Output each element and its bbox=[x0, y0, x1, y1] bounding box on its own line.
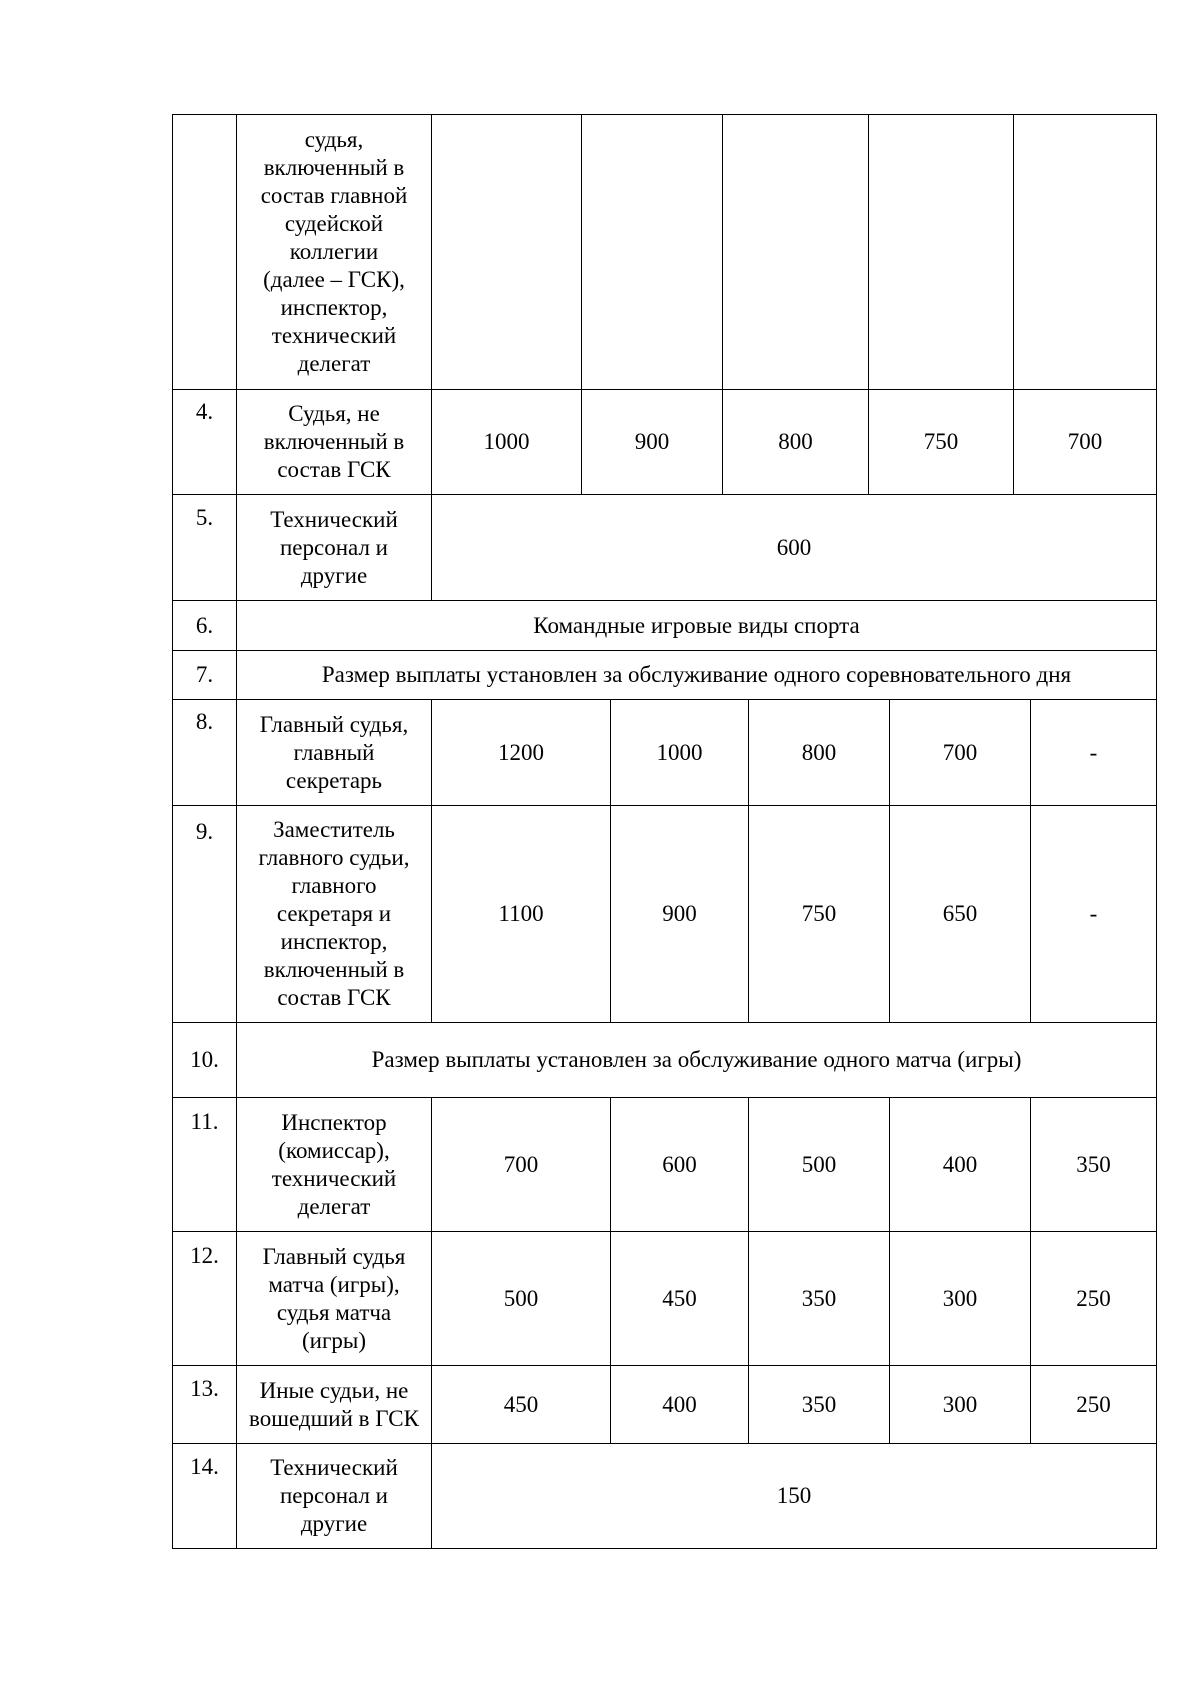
row-number: 7. bbox=[195, 662, 214, 687]
value-cell: 1200 bbox=[498, 739, 544, 765]
value-cell: - bbox=[1089, 739, 1098, 765]
merged-value-cell: 600 bbox=[776, 534, 812, 560]
value-cell: 700 bbox=[1067, 429, 1103, 454]
value-cell: - bbox=[1089, 901, 1098, 926]
value-cell: 250 bbox=[1076, 1285, 1111, 1311]
row-name-cell: Заместитель главного судьи, главного секретаря и инспектор, включенный в состав ГСК bbox=[258, 817, 410, 1010]
value-cell: 750 bbox=[923, 429, 959, 454]
value-cell: 700 bbox=[503, 1151, 539, 1177]
value-cell: 1000 bbox=[483, 429, 530, 454]
merged-value-cell: 150 bbox=[776, 1483, 812, 1508]
value-cell: 300 bbox=[942, 1285, 978, 1311]
row-number: 6. bbox=[195, 612, 214, 638]
row-name-cell: Технический персонал и другие bbox=[270, 1455, 398, 1536]
value-cell: 800 bbox=[778, 429, 813, 454]
row-number: 10. bbox=[190, 1047, 219, 1072]
value-cell: 700 bbox=[942, 739, 978, 765]
row-name-cell: Технический персонал и другие bbox=[270, 506, 398, 588]
value-cell: 900 bbox=[634, 429, 670, 454]
row-name-cell: Иные судьи, не вошедший в ГСК bbox=[249, 1377, 419, 1431]
section-heading-cell: Командные игровые виды спорта bbox=[533, 612, 860, 638]
value-cell: 750 bbox=[801, 901, 837, 926]
row-number: 13. bbox=[190, 1376, 219, 1401]
row-name-cell: Инспектор (комиссар), технический делегат bbox=[271, 1109, 397, 1219]
row-name-cell: Главный судья, главный секретарь bbox=[259, 711, 409, 793]
value-cell: 500 bbox=[801, 1151, 837, 1177]
row-number: 9. bbox=[195, 819, 214, 844]
value-cell: 450 bbox=[503, 1391, 539, 1417]
value-cell: 400 bbox=[942, 1151, 978, 1177]
row-name-cell: судья, включенный в состав главной судейской коллегии (далее – ГСК), инспектор, технический делегат bbox=[260, 127, 408, 376]
table-border-bottom bbox=[172, 1548, 1157, 1549]
value-cell: 300 bbox=[942, 1391, 978, 1417]
row-name-cell: Судья, не включенный в состав ГСК bbox=[263, 401, 405, 482]
value-cell: 1100 bbox=[498, 901, 544, 926]
row-number: 8. bbox=[195, 709, 214, 734]
value-cell: 450 bbox=[662, 1285, 697, 1311]
row-number: 5. bbox=[195, 505, 214, 530]
value-cell: 650 bbox=[942, 901, 978, 926]
row-number: 14. bbox=[190, 1454, 219, 1479]
value-cell: 350 bbox=[801, 1391, 837, 1417]
value-cell: 1000 bbox=[656, 739, 703, 765]
value-cell: 800 bbox=[801, 739, 837, 765]
value-cell: 500 bbox=[503, 1285, 539, 1311]
value-cell: 350 bbox=[1076, 1151, 1111, 1177]
value-cell: 250 bbox=[1076, 1391, 1111, 1417]
row-name-cell: Главный судья матча (игры), судья матча (игры) bbox=[262, 1243, 406, 1353]
value-cell: 350 bbox=[801, 1285, 837, 1311]
row-number: 12. bbox=[190, 1243, 219, 1268]
value-cell: 900 bbox=[662, 901, 697, 926]
value-cell: 600 bbox=[662, 1151, 697, 1177]
table-border-right bbox=[1156, 114, 1157, 1549]
section-heading-cell: Размер выплаты установлен за обслуживание одного матча (игры) bbox=[371, 1047, 1022, 1072]
row-number: 11. bbox=[190, 1109, 219, 1134]
value-cell: 400 bbox=[662, 1391, 697, 1417]
section-heading-cell: Размер выплаты установлен за обслуживание одного соревновательного дня bbox=[321, 662, 1072, 687]
row-number: 4. bbox=[195, 399, 214, 424]
